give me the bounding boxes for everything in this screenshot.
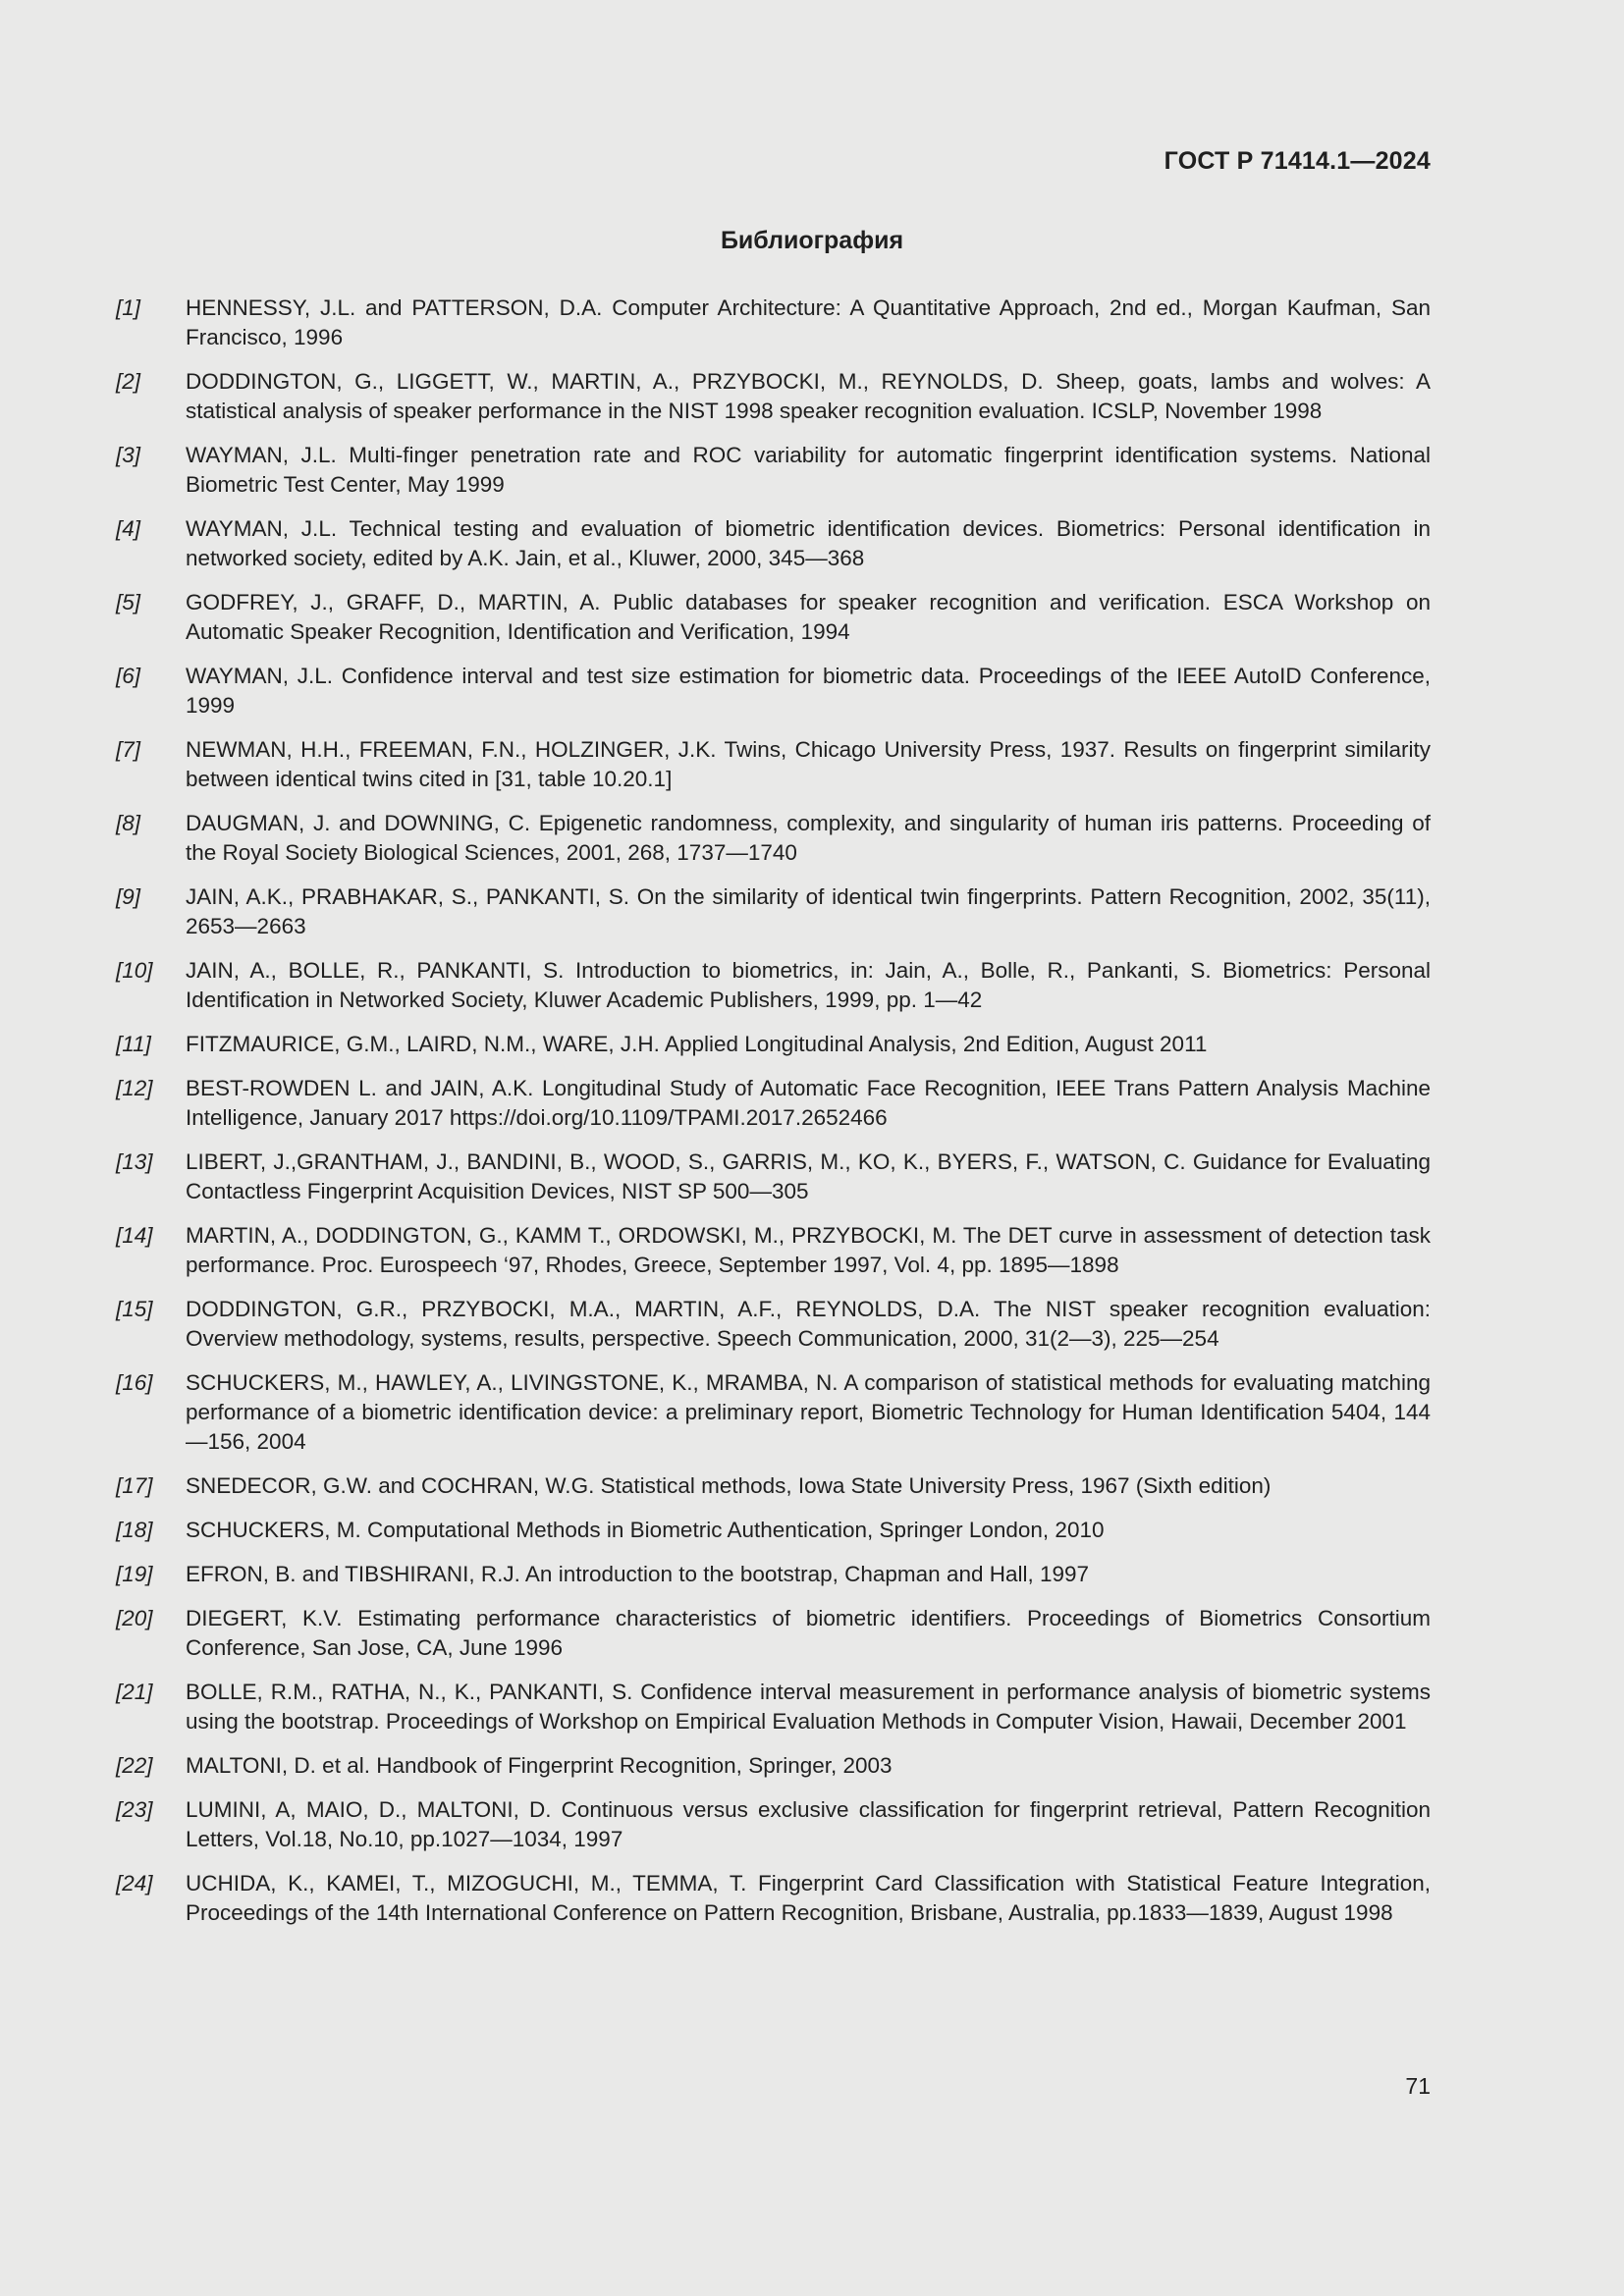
reference-number: [2] <box>116 369 141 394</box>
reference-text: LIBERT, J.,GRANTHAM, J., BANDINI, B., WOOD, S., GARRIS, M., KO, K., BYERS, F., WATSON, C. Guidance for Evaluating Contactless Fingerprint Acquisition Devices, NIST SP 500—305 <box>186 1149 1431 1203</box>
reference-number: [9] <box>116 884 141 909</box>
bibliography-entry <box>116 1221 1431 1280</box>
reference-text: UCHIDA, K., KAMEI, T., MIZOGUCHI, M., TEMMA, T. Fingerprint Card Classification with Statistical Feature Integration, Proceedings of the 14th International Conference on Pattern Recognition, Brisbane, Australia, pp.1833—1839, August 1998 <box>186 1871 1431 1925</box>
bibliography-entry <box>116 1148 1431 1206</box>
bibliography-entry <box>116 1030 1431 1059</box>
reference-text: SNEDECOR, G.W. and COCHRAN, W.G. Statistical methods, Iowa State University Press, 1967 (Sixth edition) <box>186 1473 1272 1498</box>
reference-text: BEST-ROWDEN L. and JAIN, A.K. Longitudinal Study of Automatic Face Recognition, IEEE Trans Pattern Analysis Machine Intelligence, January 2017 https://doi.org/10.1109/TPAMI.2017.2652466 <box>186 1076 1431 1130</box>
reference-number: [12] <box>116 1076 153 1100</box>
standard-code-header: ГОСТ Р 71414.1—2024 <box>1164 147 1431 175</box>
bibliography-entry <box>116 1295 1431 1354</box>
bibliography-entry <box>116 1795 1431 1854</box>
reference-text: BOLLE, R.M., RATHA, N., K., PANKANTI, S. Confidence interval measurement in performance analysis of biometric systems using the bootstrap. Proceedings of Workshop on Empirical Evaluation Methods in Computer Vision, Hawaii, December 2001 <box>186 1680 1431 1734</box>
reference-number: [17] <box>116 1473 153 1498</box>
bibliography-entry <box>116 1751 1431 1781</box>
bibliography-entry <box>116 367 1431 426</box>
reference-number: [20] <box>116 1606 153 1630</box>
bibliography-entry <box>116 809 1431 868</box>
reference-text: WAYMAN, J.L. Multi-finger penetration rate and ROC variability for automatic fingerprint identification systems. National Biometric Test Center, May 1999 <box>186 443 1431 497</box>
bibliography-entry <box>116 514 1431 573</box>
reference-text: DODDINGTON, G., LIGGETT, W., MARTIN, A., PRZYBOCKI, M., REYNOLDS, D. Sheep, goats, lambs and wolves: A statistical analysis of speaker performance in the NIST 1998 speaker recognition evaluation. ICSLP, November 1998 <box>186 369 1431 423</box>
reference-number: [15] <box>116 1297 153 1321</box>
bibliography-entry <box>116 956 1431 1015</box>
reference-text: DODDINGTON, G.R., PRZYBOCKI, M.A., MARTIN, A.F., REYNOLDS, D.A. The NIST speaker recognition evaluation: Overview methodology, systems, results, perspective. Speech Communication, 2000, 31(2—3), 225—254 <box>186 1297 1431 1351</box>
bibliography-entry <box>116 294 1431 352</box>
bibliography-entry <box>116 1678 1431 1736</box>
reference-text: DIEGERT, K.V. Estimating performance characteristics of biometric identifiers. Proceedings of Biometrics Consortium Conference, San Jose, CA, June 1996 <box>186 1606 1431 1660</box>
reference-number: [7] <box>116 737 141 762</box>
bibliography-entry <box>116 1560 1431 1589</box>
page-number: 71 <box>1405 2073 1431 2099</box>
reference-number: [3] <box>116 443 141 467</box>
reference-number: [11] <box>116 1032 151 1056</box>
bibliography-title: Библиография <box>720 227 904 254</box>
reference-text: SCHUCKERS, M., HAWLEY, A., LIVINGSTONE, K., MRAMBA, N. A comparison of statistical methods for evaluating matching performance of a biometric identification device: a preliminary report, Biometric Technology for Human Identification 5404, 144—156, 2004 <box>186 1370 1431 1454</box>
reference-number: [13] <box>116 1149 153 1174</box>
reference-text: WAYMAN, J.L. Confidence interval and test size estimation for biometric data. Proceedings of the IEEE AutoID Conference, 1999 <box>186 664 1431 718</box>
bibliography-entry <box>116 1869 1431 1928</box>
bibliography-entry <box>116 1516 1431 1545</box>
bibliography-entry <box>116 588 1431 647</box>
bibliography-entry <box>116 1604 1431 1663</box>
reference-number: [6] <box>116 664 141 688</box>
bibliography-entry <box>116 1368 1431 1457</box>
reference-text: DAUGMAN, J. and DOWNING, C. Epigenetic randomness, complexity, and singularity of human iris patterns. Proceeding of the Royal Society Biological Sciences, 2001, 268, 1737—1740 <box>186 811 1431 865</box>
reference-text: JAIN, A.K., PRABHAKAR, S., PANKANTI, S. On the similarity of identical twin fingerprints. Pattern Recognition, 2002, 35(11), 2653—2663 <box>186 884 1431 938</box>
bibliography-entry <box>116 662 1431 721</box>
bibliography-entry <box>116 735 1431 794</box>
bibliography-entry <box>116 882 1431 941</box>
reference-number: [21] <box>116 1680 153 1704</box>
reference-text: FITZMAURICE, G.M., LAIRD, N.M., WARE, J.H. Applied Longitudinal Analysis, 2nd Edition, August 2011 <box>186 1032 1208 1056</box>
reference-number: [4] <box>116 516 141 541</box>
reference-text: MARTIN, A., DODDINGTON, G., KAMM T., ORDOWSKI, M., PRZYBOCKI, M. The DET curve in assessment of detection task performance. Proc. Eurospeech ‘97, Rhodes, Greece, September 1997, Vol. 4, pp. 1895—1898 <box>186 1223 1431 1277</box>
reference-text: NEWMAN, H.H., FREEMAN, F.N., HOLZINGER, J.K. Twins, Chicago University Press, 1937. Results on fingerprint similarity between identical twins cited in [31, table 10.20.1] <box>186 737 1431 791</box>
bibliography-entry <box>116 1471 1431 1501</box>
reference-number: [8] <box>116 811 141 835</box>
reference-number: [18] <box>116 1518 153 1542</box>
bibliography-list <box>116 294 1431 1943</box>
reference-text: EFRON, B. and TIBSHIRANI, R.J. An introduction to the bootstrap, Chapman and Hall, 1997 <box>186 1562 1090 1586</box>
reference-number: [16] <box>116 1370 153 1395</box>
reference-number: [10] <box>116 958 153 983</box>
reference-text: MALTONI, D. et al. Handbook of Fingerprint Recognition, Springer, 2003 <box>186 1753 893 1778</box>
reference-text: HENNESSY, J.L. and PATTERSON, D.A. Computer Architecture: A Quantitative Approach, 2nd ed., Morgan Kaufman, San Francisco, 1996 <box>186 295 1431 349</box>
bibliography-entry <box>116 1074 1431 1133</box>
reference-number: [22] <box>116 1753 153 1778</box>
reference-number: [14] <box>116 1223 153 1248</box>
reference-number: [24] <box>116 1871 153 1896</box>
reference-number: [1] <box>116 295 141 320</box>
reference-text: SCHUCKERS, M. Computational Methods in Biometric Authentication, Springer London, 2010 <box>186 1518 1105 1542</box>
reference-text: WAYMAN, J.L. Technical testing and evaluation of biometric identification devices. Biometrics: Personal identification in networked society, edited by A.K. Jain, et al., Kluwer, 2000, 345—368 <box>186 516 1431 570</box>
reference-number: [19] <box>116 1562 153 1586</box>
reference-text: LUMINI, A, MAIO, D., MALTONI, D. Continuous versus exclusive classification for fingerprint retrieval, Pattern Recognition Letters, Vol.18, No.10, pp.1027—1034, 1997 <box>186 1797 1431 1851</box>
bibliography-entry <box>116 441 1431 500</box>
reference-number: [23] <box>116 1797 153 1822</box>
reference-text: JAIN, A., BOLLE, R., PANKANTI, S. Introduction to biometrics, in: Jain, A., Bolle, R., Pankanti, S. Biometrics: Personal Identification in Networked Society, Kluwer Academic Publishers, 1999, pp. 1—42 <box>186 958 1431 1012</box>
reference-text: GODFREY, J., GRAFF, D., MARTIN, A. Public databases for speaker recognition and verification. ESCA Workshop on Automatic Speaker Recognition, Identification and Verification, 1994 <box>186 590 1431 644</box>
reference-number: [5] <box>116 590 141 614</box>
